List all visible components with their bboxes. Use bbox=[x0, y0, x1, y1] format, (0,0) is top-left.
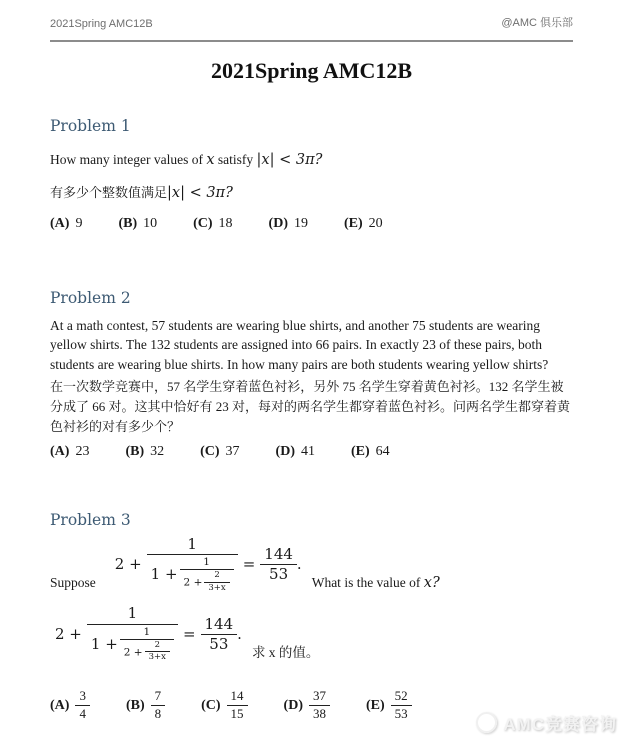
fraction-numerator: 1 bbox=[120, 626, 174, 640]
fraction-denominator: 4 bbox=[79, 706, 86, 722]
option-label: (A) bbox=[50, 443, 70, 459]
fraction-denominator: 3+x bbox=[208, 582, 226, 593]
option-label: (D) bbox=[275, 443, 295, 459]
option-fraction bbox=[227, 689, 248, 722]
option-fraction bbox=[309, 689, 330, 722]
text-run: What is the value of bbox=[311, 575, 424, 591]
fraction-numerator: 3 bbox=[75, 689, 90, 706]
fraction-rhs bbox=[201, 616, 238, 654]
fraction-inner bbox=[204, 571, 229, 594]
fraction-denominator bbox=[87, 625, 178, 664]
problem-1-question-zh bbox=[50, 182, 573, 201]
option-b bbox=[118, 216, 157, 232]
fraction-numerator: 52 bbox=[391, 689, 412, 706]
equals-sign: = bbox=[242, 555, 256, 574]
option-d bbox=[284, 689, 330, 722]
fraction-inner bbox=[145, 641, 170, 664]
problem-3-section bbox=[50, 511, 573, 723]
watermark-text: AMC竞赛咨询 bbox=[503, 715, 617, 734]
variable-x: x bbox=[206, 152, 215, 168]
fraction-denominator: 53 bbox=[394, 706, 408, 722]
problem-2-question-zh: 在一次数学竞赛中，57 名学生穿着蓝色衬衫，另外 75 名学生穿着黄色衬衫。132 名学生被分成了 66 对。这其中恰好有 23 对，每对的两名学生都穿着蓝色衬衫。问两名学生都穿着黄色衬衫的对有多少个？ bbox=[50, 379, 571, 434]
problem-1-heading: Problem 1 bbox=[50, 117, 131, 135]
header-right-text: @AMC 俱乐部 bbox=[501, 17, 573, 29]
option-label: (D) bbox=[283, 697, 303, 713]
option-b bbox=[126, 689, 165, 722]
problem-3-statement-zh bbox=[50, 605, 573, 663]
fraction-mid bbox=[180, 556, 234, 594]
option-label: (B) bbox=[118, 216, 138, 231]
option-a bbox=[50, 689, 90, 722]
fraction-numerator: 144 bbox=[201, 616, 238, 635]
continued-fraction-equation bbox=[50, 605, 242, 663]
amc-circle-logo-icon bbox=[476, 712, 497, 733]
option-e bbox=[366, 689, 412, 722]
problem-2-section bbox=[50, 289, 573, 460]
option-value: 64 bbox=[375, 443, 390, 459]
problem-3-heading: Problem 3 bbox=[50, 510, 131, 529]
option-label: (A) bbox=[50, 216, 70, 231]
watermark bbox=[476, 710, 617, 735]
problem-2-options bbox=[50, 444, 573, 460]
fraction-denominator: 53 bbox=[269, 564, 289, 583]
problem-1-section bbox=[50, 117, 573, 232]
option-value: 32 bbox=[150, 443, 165, 459]
fraction-denominator: 3+x bbox=[148, 652, 166, 663]
option-c bbox=[193, 216, 232, 232]
option-value: 18 bbox=[218, 216, 233, 231]
option-value: 19 bbox=[293, 216, 308, 231]
question-text-zh: 求 x 的值。 bbox=[251, 645, 320, 661]
fraction-numerator: 2 bbox=[145, 641, 170, 653]
option-d bbox=[276, 444, 315, 460]
eq-lead-term: 2 + bbox=[114, 555, 142, 574]
option-value: 10 bbox=[143, 216, 158, 231]
option-value: 37 bbox=[225, 443, 240, 459]
fraction-numerator: 37 bbox=[309, 689, 330, 706]
equals-sign: = bbox=[182, 625, 196, 644]
option-b bbox=[125, 444, 164, 460]
option-fraction bbox=[151, 689, 166, 722]
option-fraction bbox=[391, 689, 412, 722]
option-label: (A) bbox=[50, 697, 70, 713]
option-label: (B) bbox=[125, 443, 145, 459]
option-c bbox=[201, 689, 247, 722]
text-run: 1 + bbox=[90, 634, 118, 653]
problem-2-question-en: At a math contest, 57 students are wearing blue shirts, and another 75 students are wearing yellow shirts. The 132 students are assigned into 66 pairs. In exactly 23 of these pairs, both students are wearing blue shirts. In how many pairs are both students wearing yellow shirts? bbox=[50, 318, 549, 372]
math-expression: |x| < 3π? bbox=[256, 152, 323, 168]
period: . bbox=[296, 555, 302, 574]
fraction-numerator: 14 bbox=[227, 689, 248, 706]
variable-x: x? bbox=[423, 575, 440, 592]
page-title: 2021Spring AMC12B bbox=[210, 58, 413, 83]
header-left-text: 2021Spring AMC12B bbox=[50, 18, 153, 30]
fraction-denominator bbox=[120, 640, 174, 664]
eq-lead-term: 2 + bbox=[55, 625, 82, 644]
option-c bbox=[200, 444, 239, 460]
text-run: 有多少个整数值满足 bbox=[50, 185, 168, 200]
option-d bbox=[269, 216, 308, 232]
option-label: (E) bbox=[350, 443, 370, 459]
option-e bbox=[344, 216, 383, 232]
math-expression: |x| < 3π? bbox=[167, 185, 233, 201]
fraction-numerator: 2 bbox=[204, 571, 229, 583]
option-label: (C) bbox=[193, 216, 213, 231]
period: . bbox=[237, 625, 242, 644]
fraction-numerator: 144 bbox=[260, 546, 297, 565]
option-label: (C) bbox=[201, 697, 221, 713]
option-label: (E) bbox=[343, 216, 363, 231]
option-value: 41 bbox=[300, 443, 315, 459]
continued-fraction-equation bbox=[110, 536, 302, 594]
fraction-denominator: 38 bbox=[312, 706, 326, 722]
text-run: satisfy bbox=[214, 152, 257, 167]
fraction-outer bbox=[147, 536, 238, 594]
text-run: 2 + bbox=[183, 576, 203, 589]
problem-3-statement-en bbox=[50, 536, 573, 594]
fraction-numerator: 7 bbox=[151, 689, 166, 706]
problem-2-heading: Problem 2 bbox=[50, 289, 131, 307]
fraction-rhs bbox=[260, 546, 297, 584]
fraction-mid bbox=[120, 626, 174, 664]
fraction-denominator bbox=[147, 555, 238, 594]
option-value: 20 bbox=[368, 216, 383, 231]
problem-1-question-en bbox=[50, 152, 573, 168]
option-label: (C) bbox=[200, 443, 220, 459]
text-run: 2 + bbox=[123, 645, 143, 658]
fraction-outer bbox=[87, 605, 178, 663]
option-value: 9 bbox=[75, 216, 83, 231]
fraction-denominator: 53 bbox=[209, 634, 229, 653]
text-run: 1 + bbox=[150, 564, 178, 583]
fraction-numerator: 1 bbox=[87, 605, 178, 624]
problem-1-options bbox=[50, 216, 573, 232]
fraction-denominator bbox=[180, 570, 234, 594]
page-header bbox=[50, 14, 573, 42]
option-a bbox=[50, 216, 82, 232]
fraction-numerator: 1 bbox=[147, 536, 238, 555]
option-fraction bbox=[75, 689, 90, 722]
option-e bbox=[351, 444, 390, 460]
option-label: (E) bbox=[365, 697, 385, 713]
option-value: 23 bbox=[75, 443, 90, 459]
option-label: (B) bbox=[125, 697, 145, 713]
option-label: (D) bbox=[268, 216, 288, 231]
fraction-denominator: 8 bbox=[154, 706, 162, 722]
text-run: How many integer values of bbox=[50, 152, 207, 167]
fraction-denominator: 15 bbox=[230, 706, 244, 722]
fraction-numerator: 1 bbox=[180, 556, 234, 570]
question-text-en bbox=[312, 575, 440, 593]
suppose-text: Suppose bbox=[50, 575, 96, 591]
option-a bbox=[50, 444, 89, 460]
